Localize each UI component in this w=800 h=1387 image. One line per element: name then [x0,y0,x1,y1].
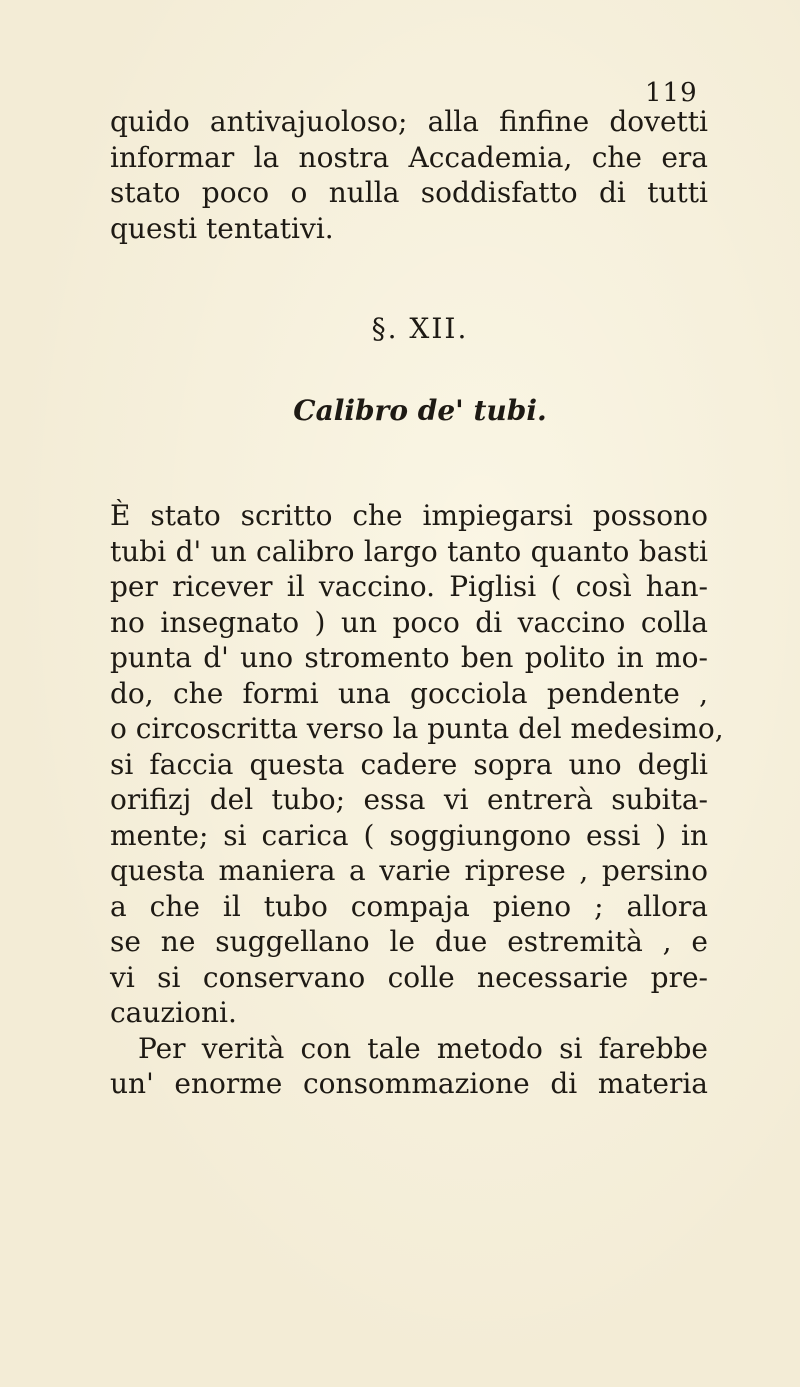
section-number: §. XII. [371,312,469,345]
paragraph-2 [110,498,724,1102]
text-line: quido antivajuoloso; alla finfine dovetti [110,105,708,138]
page-number: 119 [645,78,698,108]
section-title: Calibro de' tubi. [293,394,547,427]
text-line: punta d' uno stromento ben polito in mo- [110,641,708,674]
text-line: Per verità con tale metodo si farebbe [138,1031,708,1065]
text-line: stato poco o nulla soddisfatto di tutti [110,176,708,209]
text-line: no insegnato ) un poco di vaccino colla [110,605,708,639]
text-line: mente; si carica ( soggiungono essi ) in [110,818,708,852]
text-line: do, che formi una gocciola pendente , [110,676,708,710]
text-line: o circoscritta verso la punta del medesimo, [110,712,724,745]
paragraph-1 [110,104,708,246]
text-line: questi tentativi. [110,211,334,245]
text-line: per ricever il vaccino. Piglisi ( così han- [110,570,708,603]
text-line: si faccia questa cadere sopra uno degli [110,747,708,781]
text-line: orifizj del tubo; essa vi entrerà subita- [110,783,708,816]
text-line: cauzioni. [110,996,237,1029]
text-line: vi si conservano colle necessarie pre- [110,960,708,994]
text-line: questa maniera a varie riprese , persino [110,854,708,887]
text-line: se ne suggellano le due estremità , e [110,925,708,958]
text-line: a che il tubo compaja pieno ; allora [110,889,708,923]
text-line: un' enorme consommazione di materia [110,1067,708,1100]
text-line: informar la nostra Accademia, che era [110,140,708,174]
text-line: tubi d' un calibro largo tanto quanto basti [110,534,708,568]
text-line: È stato scritto che impiegarsi possono [110,499,708,532]
